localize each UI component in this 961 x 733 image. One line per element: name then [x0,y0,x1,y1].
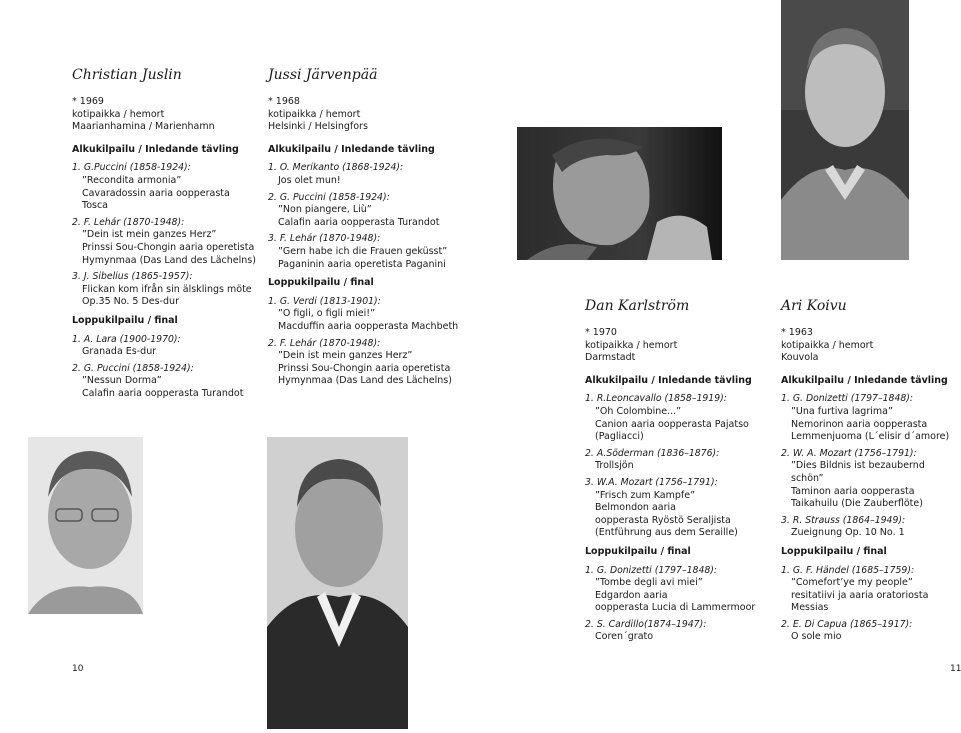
singer-info-line: kotipaikka / hemort [72,108,165,120]
piece-line: ”O figli, o figli miei!” [278,308,376,320]
piece-line: ”Recondita armonia” [82,174,182,186]
composer: 2. F. Lehár (1870-1948): [72,216,185,228]
prelim-entry [268,192,468,230]
piece-line: Taikahuilu (Die Zauberflöte) [791,498,923,510]
piece-line: ”Una furtiva lagrima” [791,405,893,417]
photo-ari-koivu [781,0,909,260]
singer-info [781,327,956,365]
composer: 3. J. Sibelius (1865-1957): [72,271,193,283]
prelim-title: Alkukilpailu / Inledande tävling [781,374,948,386]
singer-info-line: * 1968 [268,96,300,107]
piece-line: Calafin aaria oopperasta Turandot [278,216,440,228]
singer-column-jarvenpaa [268,66,468,392]
final-entry [585,619,775,644]
piece-line: ”Oh Colombine...” [595,405,682,417]
composer: 1. A. Lara (1900-1970): [72,333,181,345]
singer-info-line: Kouvola [781,352,819,364]
piece-line: ”Dein ist mein ganzes Herz” [82,229,217,241]
singer-info-line: * 1963 [781,327,813,338]
final-entry [268,296,468,334]
composer: 2. G. Puccini (1858-1924): [268,191,390,203]
piece-line: Prinssi Sou-Chongin aaria operetista [278,362,451,374]
final-title: Loppukilpailu / final [585,545,691,557]
singer-column-karlstrom [585,297,775,648]
photo-christian-juslin [28,437,143,614]
singer-info-line: * 1969 [72,96,104,107]
composer: 2. E. Di Capua (1865–1917): [781,618,913,630]
prelim-entry [268,233,468,271]
piece-line: Lemmenjuoma (L´elisir d´amore) [791,431,950,443]
piece-line: (Pagliacci) [595,431,644,443]
singer-info [268,96,468,134]
singer-name: Dan Karlström [585,298,690,314]
singer-info-line: * 1970 [585,327,617,338]
singer-info [585,327,775,365]
final-title: Loppukilpailu / final [268,277,374,289]
piece-line: Edgardon aaria [595,589,668,601]
piece-line: ”Nessun Dorma” [82,375,162,387]
composer: 1. G. Donizetti (1797–1848): [781,393,914,405]
prelim-entry [781,448,956,511]
piece-line: (Entführung aus dem Seraille) [595,527,738,539]
composer: 3. W.A. Mozart (1756–1791): [585,476,718,488]
singer-info-line: Darmstadt [585,352,636,364]
prelim-title: Alkukilpailu / Inledande tävling [585,374,752,386]
piece-line: Taminon aaria oopperasta [791,485,915,497]
prelim-entry [585,393,775,443]
composer: 3. F. Lehár (1870-1948): [268,233,381,245]
singer-name: Ari Koivu [781,298,847,314]
piece-line: ”Non piangere, Liù” [278,204,372,216]
piece-line: Hymynmaa (Das Land des Lächelns) [82,254,256,266]
final-entry [268,338,468,388]
composer: 2. A.Söderman (1836–1876): [585,447,720,459]
singer-info-line: Maarianhamina / Marienhamn [72,121,215,133]
prelim-entry [585,477,775,540]
piece-line: Nemorinon aaria oopperasta [791,418,928,430]
piece-line: Granada Es-dur [82,346,157,358]
prelim-title: Alkukilpailu / Inledande tävling [72,143,239,155]
final-entry [585,565,775,615]
piece-line: Op.35 No. 5 Des-dur [82,296,179,308]
piece-line: O sole mio [791,631,842,643]
page-number-right: 11 [950,664,961,674]
prelim-title: Alkukilpailu / Inledande tävling [268,143,435,155]
composer: 1. G. F. Händel (1685–1759): [781,564,915,576]
singer-info-line: kotipaikka / hemort [268,108,361,120]
piece-line: ”Gern habe ich die Frauen geküsst” [278,245,448,257]
singer-info-line: Helsinki / Helsingfors [268,121,368,133]
piece-line: Canion aaria oopperasta Pajatso [595,418,749,430]
piece-line: Calafin aaria oopperasta Turandot [82,387,244,399]
composer: 2. F. Lehár (1870-1948): [268,337,381,349]
singer-name: Christian Juslin [72,67,182,83]
piece-line: Hymynmaa (Das Land des Lächelns) [278,375,452,387]
piece-line: Coren´grato [595,631,654,643]
page-number-left: 10 [72,664,84,674]
piece-line: oopperasta Lucia di Lammermoor [595,602,756,614]
final-entry [72,363,257,401]
composer: 2. W. A. Mozart (1756–1791): [781,447,917,459]
piece-line: Cavaradossin aaria oopperasta Tosca [82,187,230,212]
singer-info-line: kotipaikka / hemort [585,339,678,351]
piece-line: Zueignung Op. 10 No. 1 [791,527,905,539]
photo-dan-karlstrom [517,127,722,260]
piece-line: Prinssi Sou-Chongin aaria operetista [82,241,255,253]
final-entry [72,334,257,359]
composer: 1. O. Merikanto (1868-1924): [268,162,404,174]
composer: 1. G. Verdi (1813-1901): [268,295,381,307]
singer-info-line: kotipaikka / hemort [781,339,874,351]
piece-line: Paganinin aaria operetista Paganini [278,258,446,270]
prelim-entry [72,217,257,267]
final-title: Loppukilpailu / final [72,314,178,326]
piece-line: ”Dein ist mein ganzes Herz” [278,350,413,362]
composer: 2. G. Puccini (1858-1924): [72,362,194,374]
piece-line: ”Dies Bildnis ist bezaubernd schön” [791,460,925,484]
singer-column-koivu [781,297,956,648]
final-title: Loppukilpailu / final [781,545,887,557]
piece-line: Belmondon aaria [595,502,676,514]
piece-line: Flickan kom ifrån sin älsklings möte [82,283,252,295]
piece-line: ”Comefort’ye my people” [791,577,913,589]
composer: 3. R. Strauss (1864–1949): [781,514,906,526]
final-entry [781,565,956,615]
prelim-entry [72,162,257,212]
final-entry [781,619,956,644]
composer: 2. S. Cardillo(1874–1947): [585,618,707,630]
photo-jussi-jarvenpaa [267,437,408,729]
piece-line: Trollsjön [595,460,634,472]
prelim-entry [585,448,775,473]
prelim-entry [781,393,956,443]
piece-line: Jos olet mun! [278,174,341,186]
piece-line: resitatiivi ja aaria oratoriosta [791,589,929,601]
piece-line: Messias [791,602,829,614]
composer: 1. G.Puccini (1858-1924): [72,162,191,174]
piece-line: oopperasta Ryöstö Seraljista [595,514,731,526]
singer-info [72,96,257,134]
singer-name: Jussi Järvenpää [268,67,378,83]
composer: 1. G. Donizetti (1797–1848): [585,564,718,576]
prelim-entry [72,271,257,309]
composer: 1. R.Leoncavallo (1858–1919): [585,393,727,405]
singer-column-juslin [72,66,257,404]
piece-line: ”Frisch zum Kampfe” [595,489,696,501]
prelim-entry [268,162,468,187]
prelim-entry [781,515,956,540]
piece-line: Macduffin aaria oopperasta Machbeth [278,320,459,332]
piece-line: ”Tombe degli avi miei” [595,577,703,589]
